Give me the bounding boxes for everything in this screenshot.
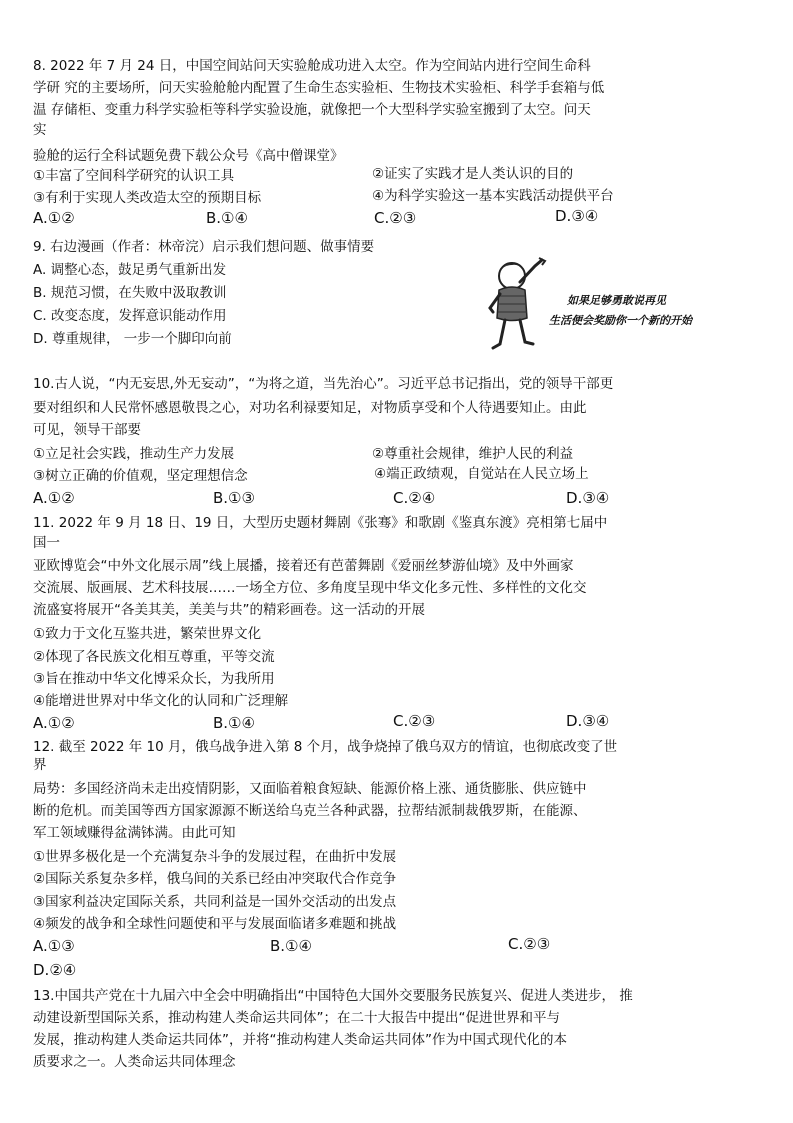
q11-line-1: 11. 2022 年 9 月 18 日、19 日，大型历史题材舞剧《张骞》和歌剧《鉴真东渡》亮相第七届中 <box>33 515 608 531</box>
q12-option-b[interactable]: B.①④ <box>270 937 312 955</box>
q11-option-b[interactable]: B.①④ <box>213 714 255 732</box>
q8-line-5: 验舱的运行全科试题免费下载公众号《高中僧课堂》 <box>33 148 344 164</box>
q13-line-3: 发展，推动构建人类命运共同体”，并将“推动构建人类命运共同体”作为中国式现代化的本 <box>33 1032 567 1048</box>
q11-statement-2: ②体现了各民族文化相互尊重，平等交流 <box>33 649 275 665</box>
q10-line-2: 要对组织和人民常怀感恩敬畏之心，对功名利禄要知足，对物质享受和个人待遇要知止。由此 <box>33 400 587 416</box>
q11-line-3: 亚欧博览会“中外文化展示周”线上展播，接着还有芭蕾舞剧《爱丽丝梦游仙境》及中外画家 <box>33 558 574 574</box>
q10-option-b[interactable]: B.①③ <box>213 489 255 507</box>
q8-statement-3: ③有利于实现人类改造太空的预期目标 <box>33 190 262 206</box>
q10-line-1: 10.古人说，“内无妄思,外无妄动”，“为将之道，当先治心”。习近平总书记指出，党的领导干部更 <box>33 376 614 392</box>
q13-line-4: 质要求之一。人类命运共同体理念 <box>33 1054 236 1070</box>
q9-choice-b[interactable]: B. 规范习惯，在失败中汲取教训 <box>33 285 227 301</box>
q9-cartoon <box>487 252 717 354</box>
q8-line-2: 学研 究的主要场所，问天实验舱舱内配置了生命生态实验柜、生物技术实验柜、科学手套箱与低 <box>33 80 605 96</box>
q8-statement-1: ①丰富了空间科学研究的认识工具 <box>33 168 235 184</box>
q8-option-d[interactable]: D.③④ <box>555 207 599 225</box>
q12-option-a[interactable]: A.①③ <box>33 937 75 955</box>
q12-option-d[interactable]: D.②④ <box>33 961 77 979</box>
q10-statement-4: ④端正政绩观，自觉站在人民立场上 <box>374 466 589 482</box>
q11-line-4: 交流展、版画展、艺术科技展……一场全方位、多角度呈现中华文化多元性、多样性的文化交 <box>33 580 587 596</box>
q9-stem: 9. 右边漫画（作者：林帝浣）启示我们想问题、做事情要 <box>33 239 375 255</box>
q11-line-2: 国一 <box>33 535 60 551</box>
q8-option-b[interactable]: B.①④ <box>206 209 248 227</box>
q10-statement-2: ②尊重社会规律，维护人民的利益 <box>372 446 574 462</box>
q11-statement-1: ①致力于文化互鉴共进，繁荣世界文化 <box>33 626 262 642</box>
q8-statement-2: ②证实了实践才是人类认识的目的 <box>372 166 574 182</box>
q10-statement-3: ③树立正确的价值观，坚定理想信念 <box>33 468 248 484</box>
q12-statement-3: ③国家利益决定国际关系，共同利益是一国外交活动的出发点 <box>33 894 397 910</box>
q11-line-5: 流盛宴将展开“各美其美，美美与共”的精彩画卷。这一活动的开展 <box>33 602 425 618</box>
q9-choice-a[interactable]: A. 调整心态，鼓足勇气重新出发 <box>33 262 227 278</box>
q10-line-3: 可见，领导干部要 <box>33 422 141 438</box>
q11-option-c[interactable]: C.②③ <box>393 712 436 730</box>
q8-line-1: 8. 2022 年 7 月 24 日，中国空间站问天实验舱成功进入太空。作为空间站内进行空间生命科 <box>33 58 591 74</box>
q12-line-2: 界 <box>33 757 47 773</box>
q10-statement-1: ①立足社会实践，推动生产力发展 <box>33 446 235 462</box>
q8-line-4: 实 <box>33 122 47 138</box>
q10-option-d[interactable]: D.③④ <box>566 489 610 507</box>
q13-line-2: 动建设新型国际关系，推动构建人类命运共同体”；在二十大报告中提出“促进世界和平与 <box>33 1010 560 1026</box>
q12-option-c[interactable]: C.②③ <box>508 935 551 953</box>
walking-person-illustration <box>487 252 717 354</box>
q8-option-a[interactable]: A.①② <box>33 209 75 227</box>
q8-option-c[interactable]: C.②③ <box>374 209 417 227</box>
q8-statement-4: ④为科学实验这一基本实践活动提供平台 <box>372 188 614 204</box>
q12-line-4: 断的危机。而美国等西方国家源源不断送给乌克兰各种武器，拉帮结派制裁俄罗斯，在能源、 <box>33 803 587 819</box>
q12-line-3: 局势：多国经济尚未走出疫情阴影，又面临着粮食短缺、能源价格上涨、通货膨胀、供应链中 <box>33 781 587 797</box>
q9-choice-d[interactable]: D. 尊重规律， 一步一个脚印向前 <box>33 331 232 347</box>
cartoon-caption-line-1: 如果足够勇敢说再见 <box>567 294 666 307</box>
q8-line-3: 温 存储柜、变重力科学实验柜等科学实验设施，就像把一个大型科学实验室搬到了太空。问天 <box>33 102 591 118</box>
q11-statement-3: ③旨在推动中华文化博采众长，为我所用 <box>33 671 275 687</box>
q10-option-c[interactable]: C.②④ <box>393 489 436 507</box>
q11-option-a[interactable]: A.①② <box>33 714 75 732</box>
q11-option-d[interactable]: D.③④ <box>566 712 610 730</box>
q12-statement-2: ②国际关系复杂多样，俄乌间的关系已经由冲突取代合作竞争 <box>33 871 397 887</box>
q12-statement-1: ①世界多极化是一个充满复杂斗争的发展过程，在曲折中发展 <box>33 849 397 865</box>
q13-line-1: 13.中国共产党在十九届六中全会中明确指出“中国特色大国外交要服务民族复兴、促进人类进步， 推 <box>33 988 633 1004</box>
q11-statement-4: ④能增进世界对中华文化的认同和广泛理解 <box>33 693 289 709</box>
q12-line-1: 12. 截至 2022 年 10 月，俄乌战争进入第 8 个月，战争烧掉了俄乌双方的情谊，也彻底改变了世 <box>33 739 618 755</box>
cartoon-caption-line-2: 生活便会奖励你一个新的开始 <box>549 314 692 327</box>
q12-statement-4: ④频发的战争和全球性问题使和平与发展面临诸多难题和挑战 <box>33 916 397 932</box>
q10-option-a[interactable]: A.①② <box>33 489 75 507</box>
q12-line-5: 军工领域赚得盆满钵满。由此可知 <box>33 825 236 841</box>
q9-choice-c[interactable]: C. 改变态度，发挥意识能动作用 <box>33 308 227 324</box>
